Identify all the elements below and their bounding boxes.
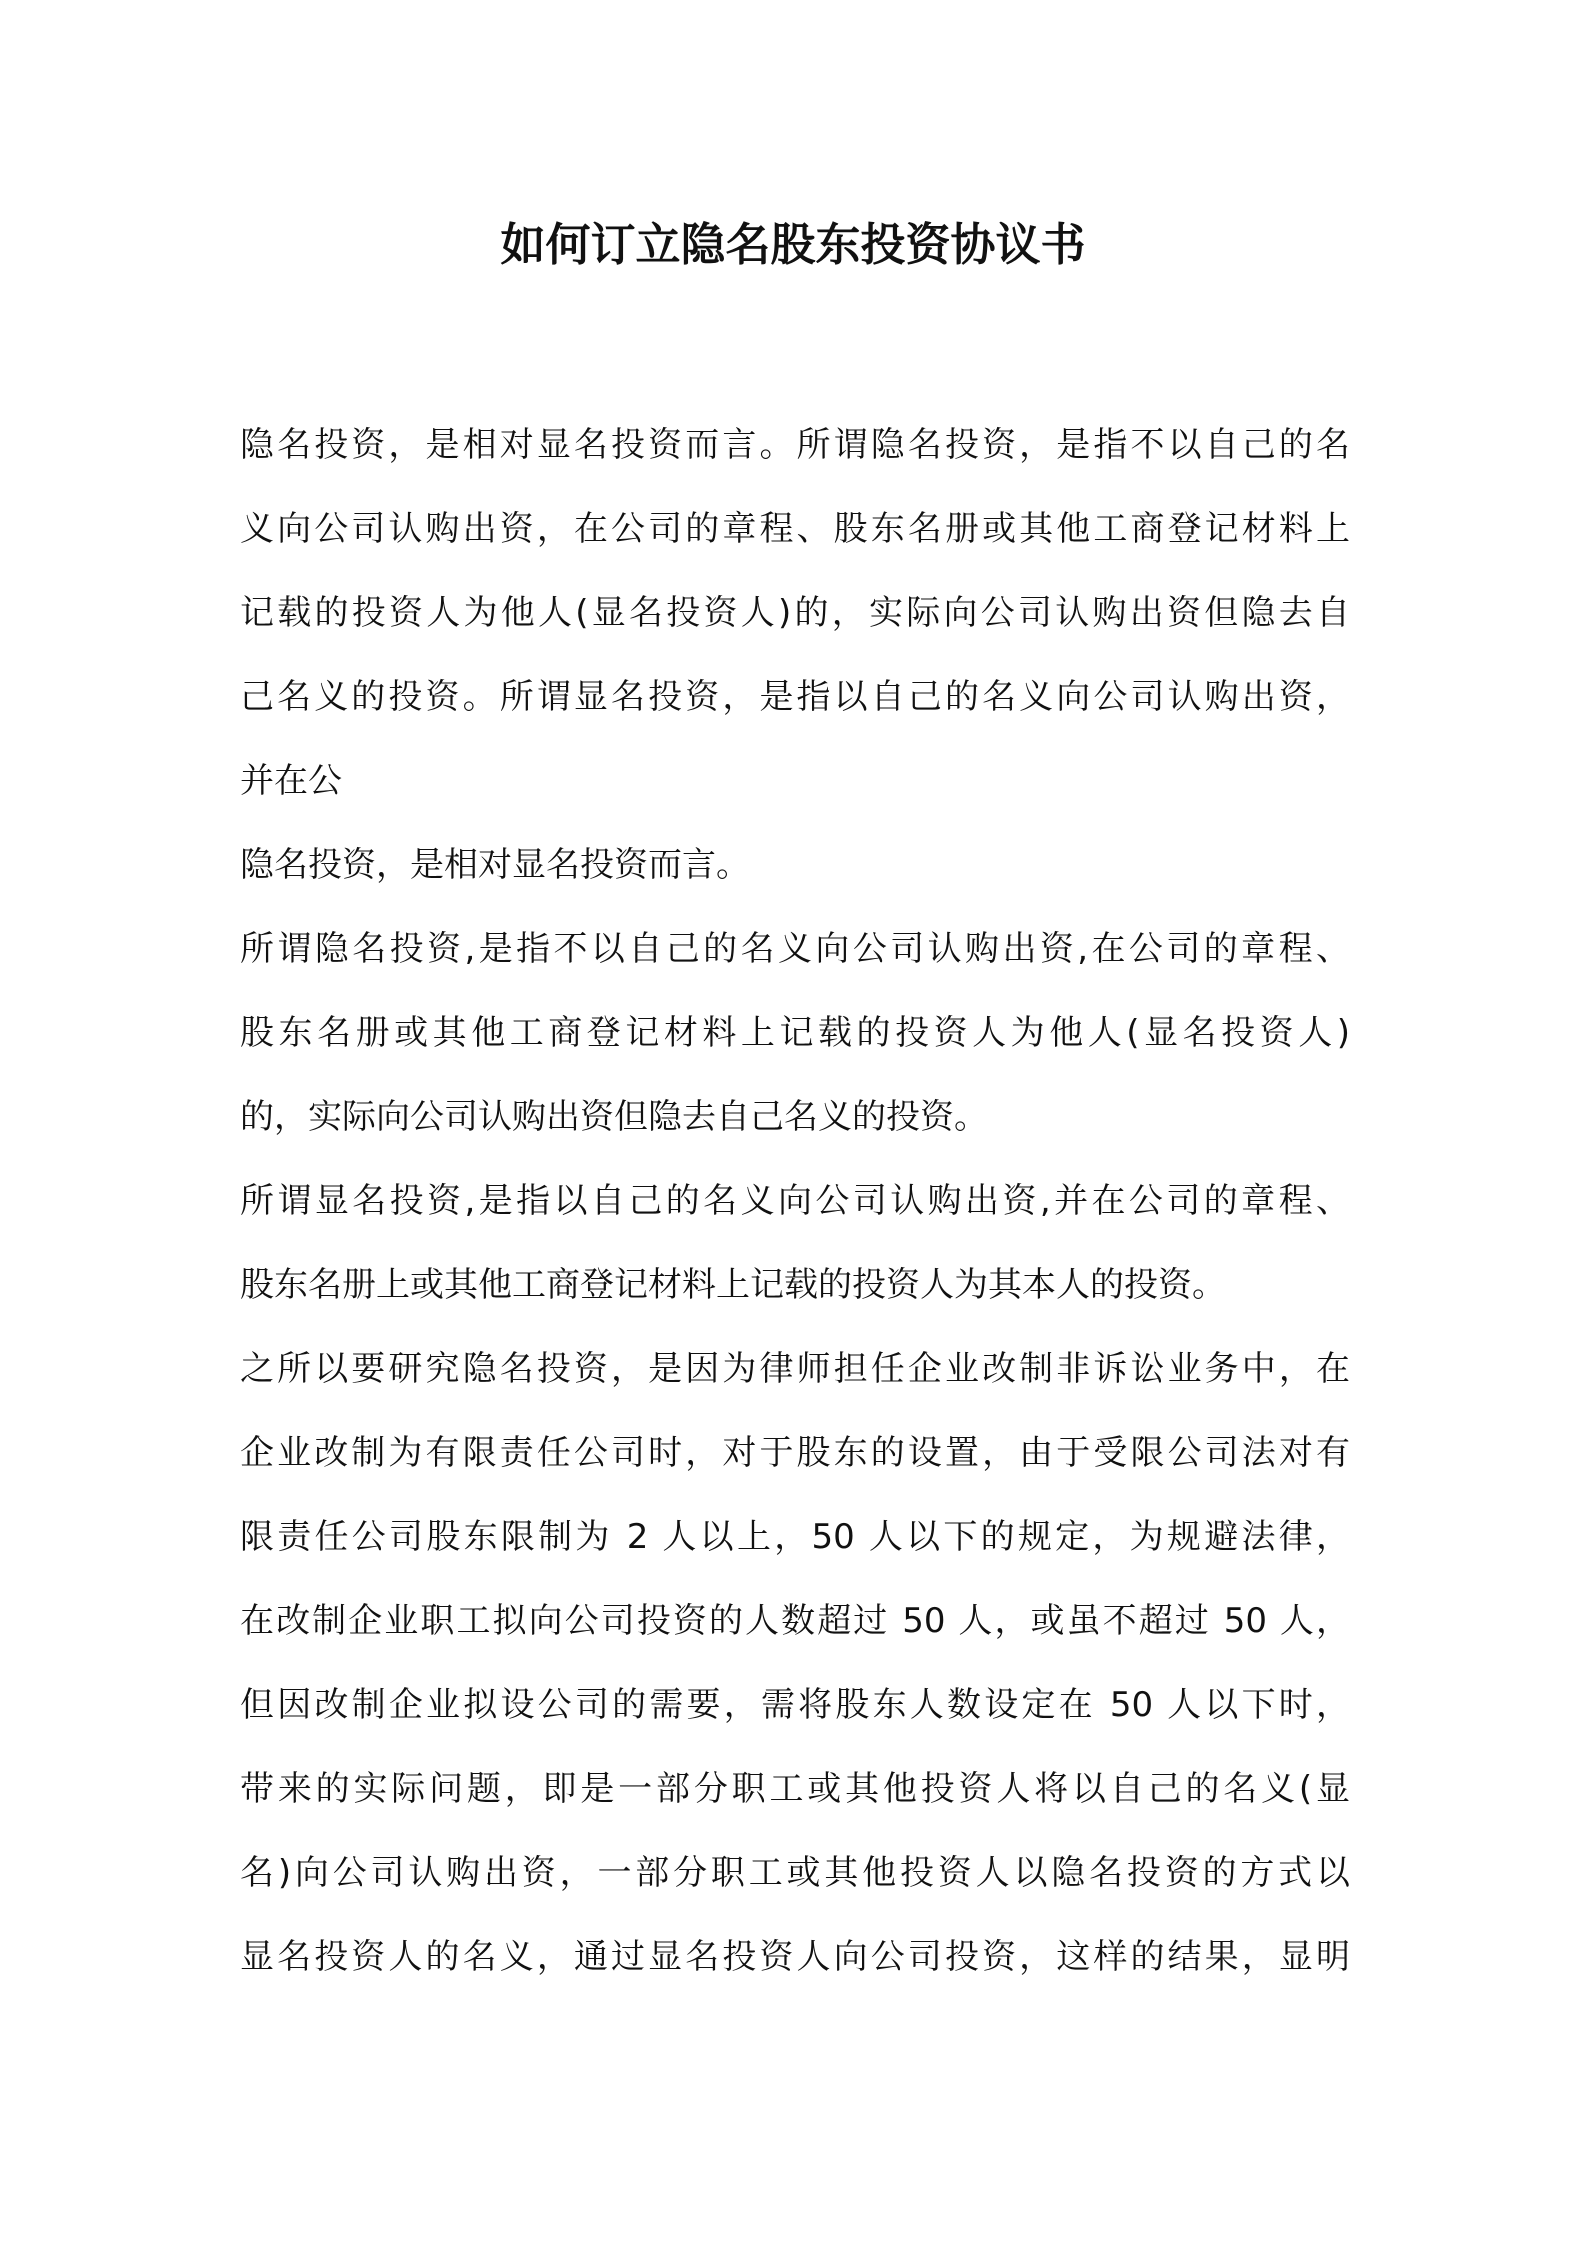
body-line: 股东名册上或其他工商登记材料上记载的投资人为其本人的投资。 [240, 1265, 1226, 1305]
body-line: 所谓隐名投资,是指不以自己的名义向公司认购出资,在公司的章程、 [240, 929, 1350, 969]
body-line: 名)向公司认购出资，一部分职工或其他投资人以隐名投资的方式以 [240, 1853, 1350, 1893]
body-line: 隐名投资，是相对显名投资而言。 [240, 845, 750, 885]
body-line: 股东名册或其他工商登记材料上记载的投资人为他人(显名投资人) [240, 1013, 1350, 1053]
document-body [240, 403, 1350, 1999]
body-line: 己名义的投资。所谓显名投资，是指以自己的名义向公司认购出资， [240, 677, 1350, 717]
body-line: 的，实际向公司认购出资但隐去自己名义的投资。 [240, 1097, 988, 1137]
body-line: 并在公 [240, 761, 342, 801]
body-line: 之所以要研究隐名投资，是因为律师担任企业改制非诉讼业务中，在 [240, 1349, 1350, 1389]
body-line: 限责任公司股东限制为 2 人以上，50 人以下的规定，为规避法律， [240, 1517, 1350, 1557]
body-line: 在改制企业职工拟向公司投资的人数超过 50 人，或虽不超过 50 人， [240, 1601, 1350, 1641]
body-line: 隐名投资，是相对显名投资而言。所谓隐名投资，是指不以自己的名 [240, 425, 1350, 465]
body-line: 但因改制企业拟设公司的需要，需将股东人数设定在 50 人以下时， [240, 1685, 1350, 1725]
body-line: 带来的实际问题，即是一部分职工或其他投资人将以自己的名义(显 [240, 1769, 1350, 1809]
body-line: 义向公司认购出资，在公司的章程、股东名册或其他工商登记材料上 [240, 509, 1350, 549]
body-line: 记载的投资人为他人(显名投资人)的，实际向公司认购出资但隐去自 [240, 593, 1350, 633]
body-line: 企业改制为有限责任公司时，对于股东的设置，由于受限公司法对有 [240, 1433, 1350, 1473]
document-title: 如何订立隐名股东投资协议书 [500, 218, 1086, 271]
body-line: 所谓显名投资,是指以自己的名义向公司认购出资,并在公司的章程、 [240, 1181, 1350, 1221]
body-line: 显名投资人的名义，通过显名投资人向公司投资，这样的结果，显明 [240, 1937, 1350, 1977]
